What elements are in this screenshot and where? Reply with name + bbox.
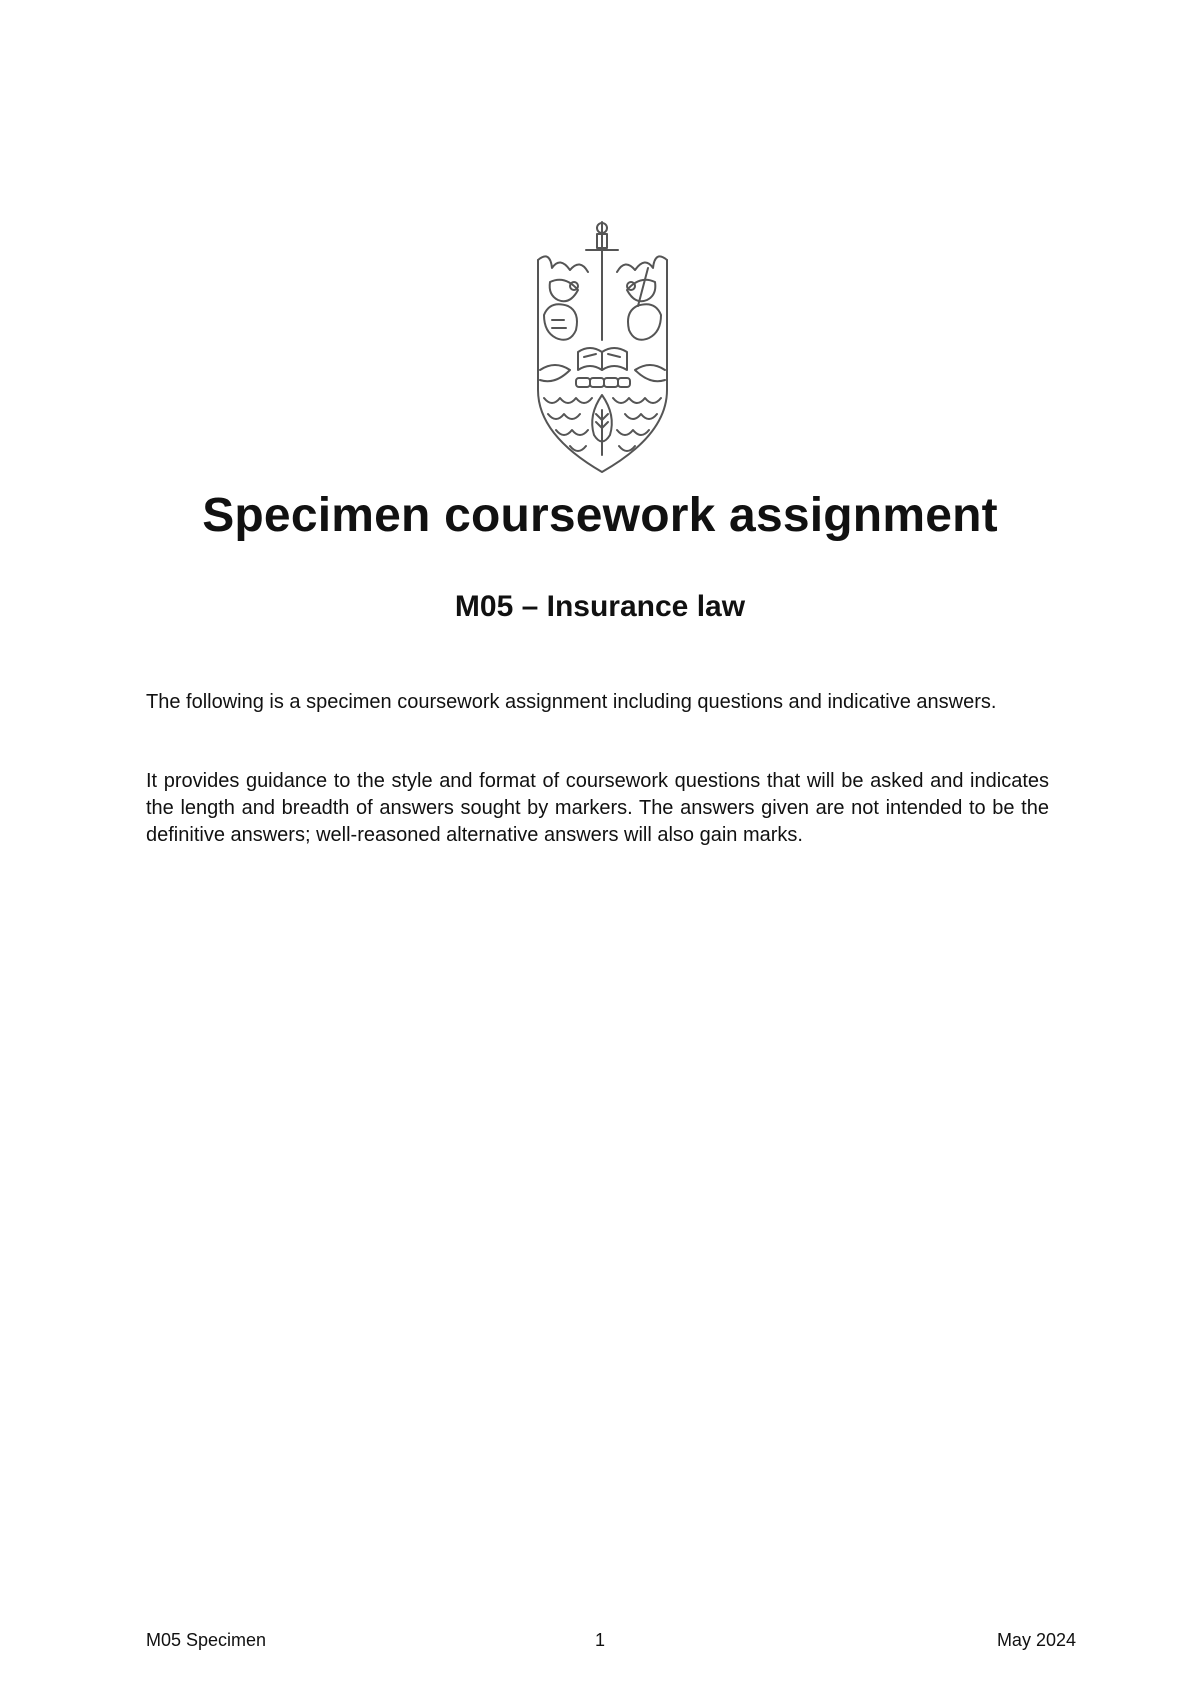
- crest-icon: [530, 220, 675, 475]
- footer-date: May 2024: [996, 1630, 1076, 1650]
- page-subtitle: M05 – Insurance law: [454, 590, 746, 623]
- intro-paragraph: The following is a specimen coursework assignment including questions and indicative answers.: [146, 691, 997, 713]
- page-title: Specimen coursework assignment: [202, 489, 998, 542]
- guidance-paragraph: It provides guidance to the style and format of coursework questions that will be asked and indicates the length and breadth of answers sought by markers. The answers given are not intended to be the definitive answers; well-reasoned alternative answers will also gain marks.: [146, 770, 1049, 846]
- footer-document-code: M05 Specimen: [146, 1630, 267, 1650]
- footer-page-number: 1: [594, 1630, 605, 1650]
